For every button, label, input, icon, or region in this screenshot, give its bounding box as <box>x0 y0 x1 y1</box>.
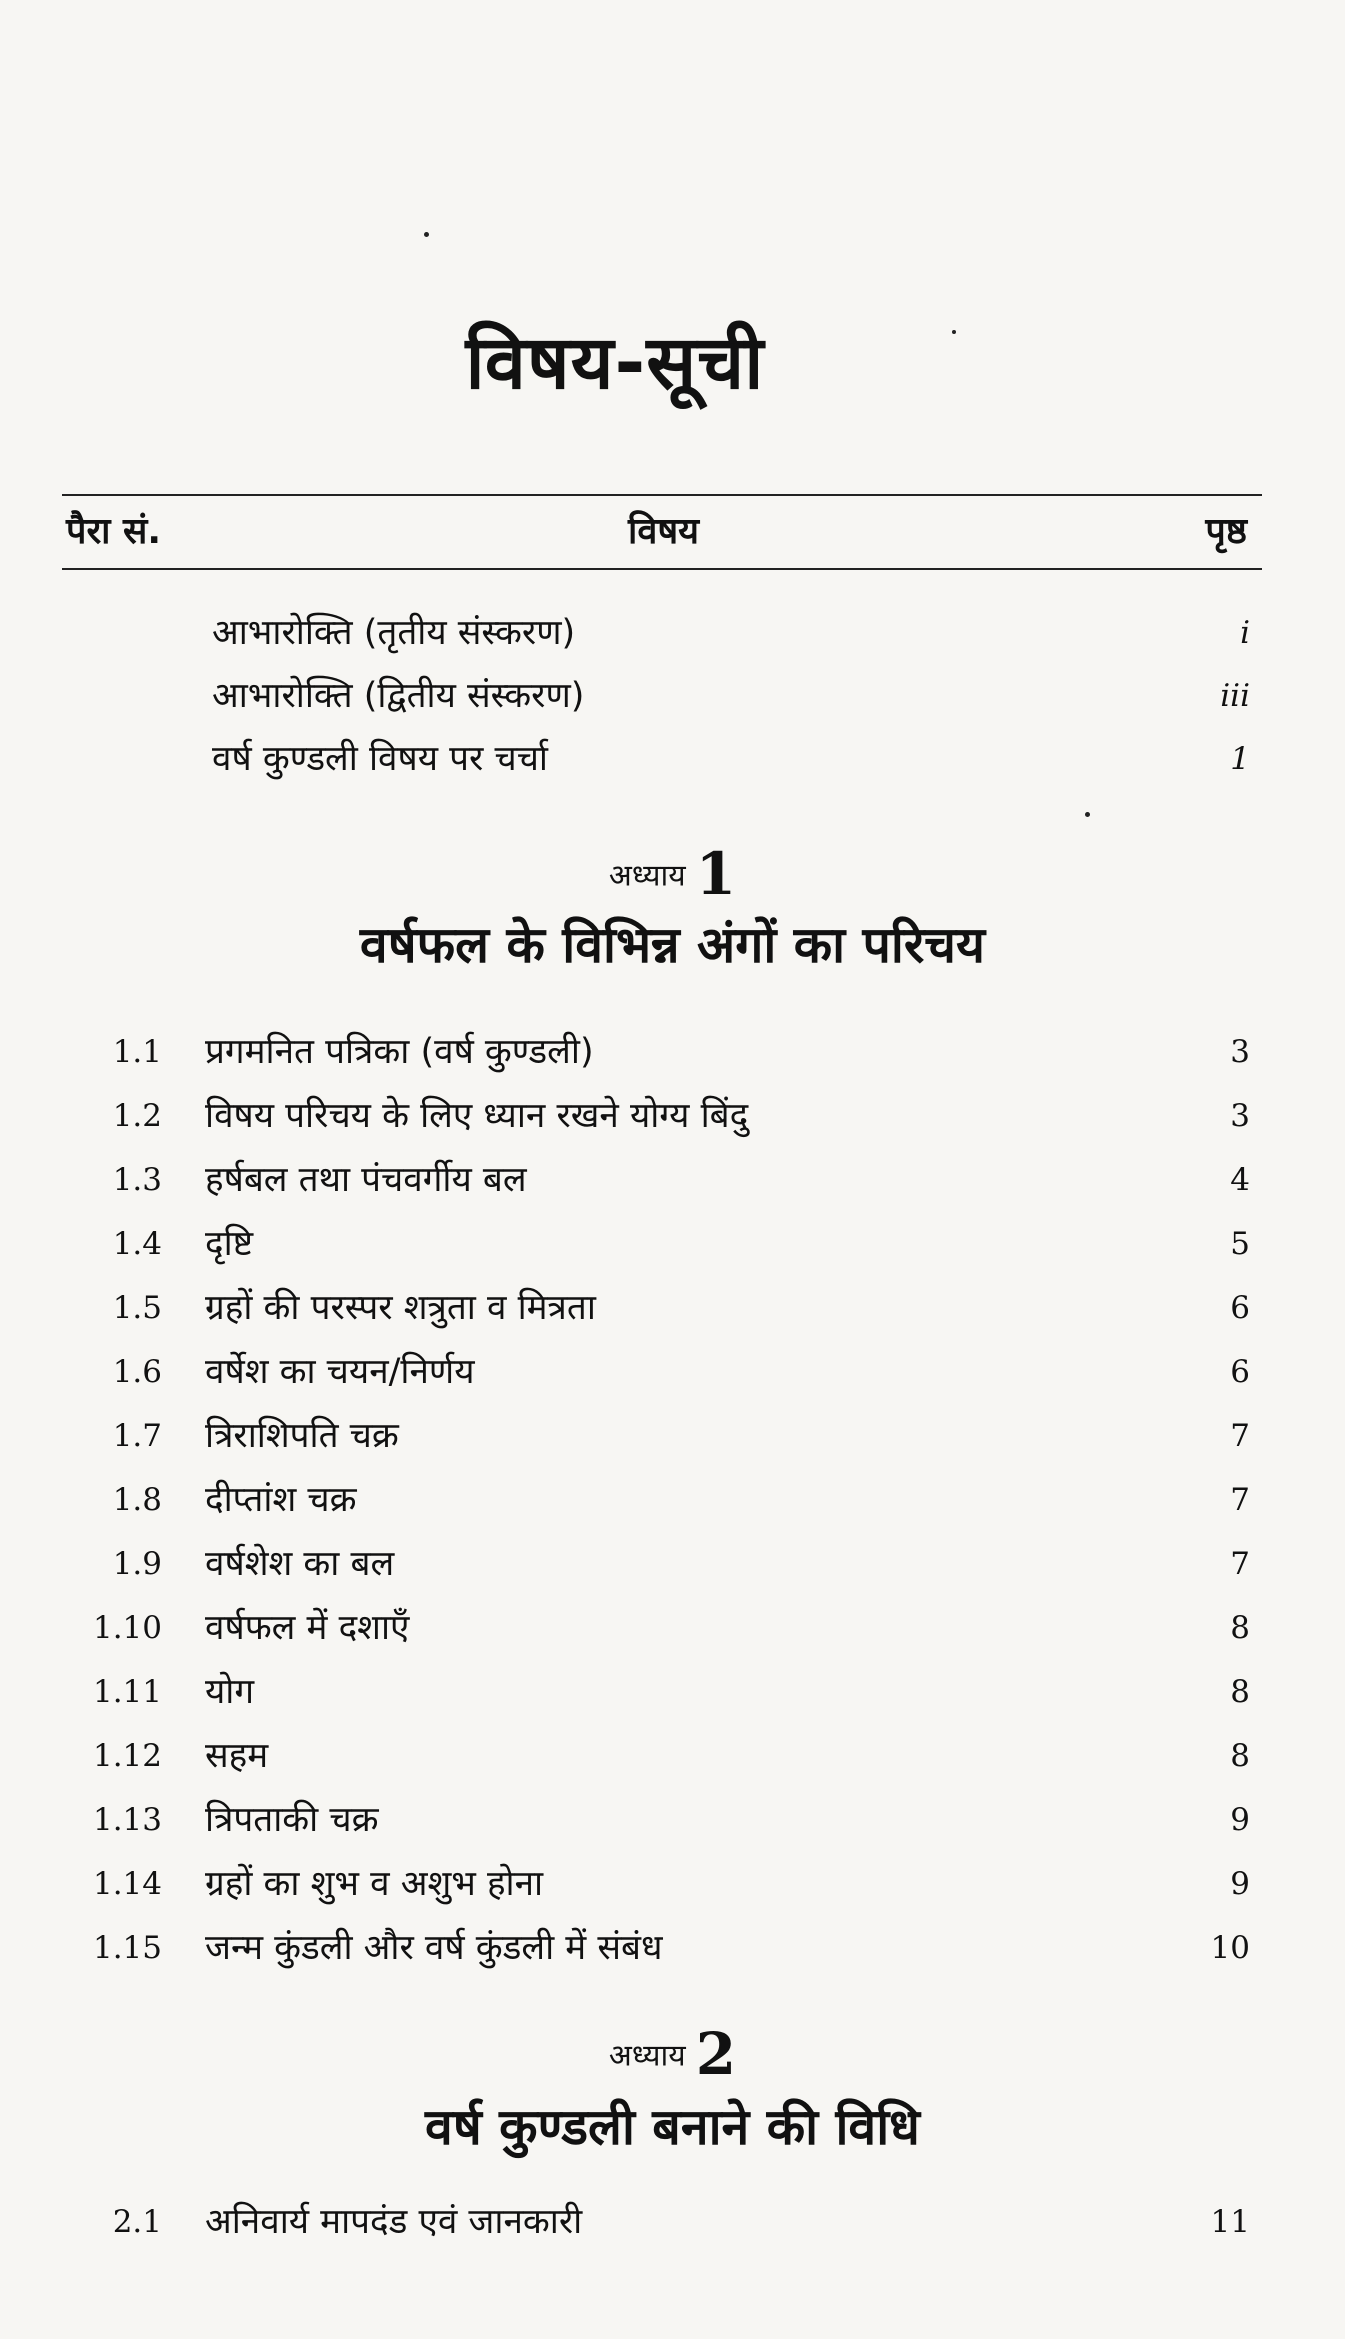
print-speck <box>424 232 429 237</box>
entry-title: वर्षफल में दशाएँ <box>205 1608 410 1648</box>
entry-number: 1.6 <box>112 1354 162 1390</box>
entry-number: 1.10 <box>92 1610 162 1646</box>
entry-page: 3 <box>1230 1098 1250 1134</box>
chapter-number: 2 <box>695 2020 737 2088</box>
chapter-number: 1 <box>695 840 737 908</box>
entry-number: 1.9 <box>112 1546 162 1582</box>
page-title: विषय-सूची <box>465 320 765 406</box>
toc-entry[interactable] <box>0 1792 1345 1848</box>
entry-number: 1.4 <box>112 1226 162 1262</box>
column-header-page: पृष्ठ <box>1205 511 1247 552</box>
entry-title: दृष्टि <box>205 1224 254 1264</box>
entry-page: 11 <box>1210 2204 1250 2240</box>
entry-number: 1.8 <box>112 1482 162 1518</box>
entry-page: 9 <box>1230 1866 1250 1902</box>
entry-title: आभारोक्ति (द्वितीय संस्करण) <box>212 676 585 716</box>
entry-number: 1.3 <box>112 1162 162 1198</box>
entry-title: योग <box>205 1672 255 1712</box>
toc-entry[interactable] <box>0 1664 1345 1720</box>
entry-title: त्रिपताकी चक्र <box>205 1800 379 1840</box>
entry-page: 3 <box>1230 1034 1250 1070</box>
column-header-para: पैरा सं. <box>66 511 162 552</box>
column-header-subject: विषय <box>628 511 700 552</box>
entry-title: त्रिराशिपति चक्र <box>205 1416 399 1456</box>
entry-title: ग्रहों की परस्पर शत्रुता व मित्रता <box>205 1288 596 1328</box>
entry-title: प्रगमनित पत्रिका (वर्ष कुण्डली) <box>205 1032 594 1072</box>
toc-entry[interactable] <box>0 1152 1345 1208</box>
entry-title: सहम <box>205 1736 269 1776</box>
header-bottom-rule <box>62 568 1262 570</box>
toc-entry[interactable] <box>0 1088 1345 1144</box>
entry-title: अनिवार्य मापदंड एवं जानकारी <box>205 2202 583 2242</box>
chapter-label <box>0 2020 1345 2090</box>
entry-page: 7 <box>1230 1418 1250 1454</box>
toc-entry[interactable] <box>0 605 1345 661</box>
print-speck <box>1085 812 1090 817</box>
toc-entry[interactable] <box>0 1472 1345 1528</box>
entry-page: 8 <box>1230 1738 1250 1774</box>
header-top-rule <box>62 494 1262 496</box>
toc-entry[interactable] <box>0 731 1345 787</box>
entry-page: 10 <box>1210 1930 1250 1966</box>
entry-title: आभारोक्ति (तृतीय संस्करण) <box>212 613 576 653</box>
toc-entry[interactable] <box>0 1344 1345 1400</box>
entry-number: 1.14 <box>92 1866 162 1902</box>
chapter-word: अध्याय <box>608 2038 686 2074</box>
entry-title: वर्षेश का चयन/निर्णय <box>205 1352 475 1392</box>
entry-number: 1.1 <box>112 1034 162 1070</box>
entry-number: 2.1 <box>112 2204 162 2240</box>
entry-number: 1.7 <box>112 1418 162 1454</box>
chapter-title: वर्षफल के विभिन्न अंगों का परिचय <box>359 916 986 974</box>
chapter-label <box>0 840 1345 910</box>
entry-number: 1.2 <box>112 1098 162 1134</box>
toc-entry[interactable] <box>0 1920 1345 1976</box>
entry-title: वर्षशेश का बल <box>205 1544 395 1584</box>
chapter-word: अध्याय <box>608 858 686 894</box>
entry-page: 7 <box>1230 1546 1250 1582</box>
entry-page: 1 <box>1230 741 1250 777</box>
entry-page: i <box>1240 615 1250 651</box>
entry-page: 5 <box>1230 1226 1250 1262</box>
entry-page: 4 <box>1230 1162 1250 1198</box>
entry-number: 1.5 <box>112 1290 162 1326</box>
toc-entry[interactable] <box>0 1024 1345 1080</box>
entry-page: 8 <box>1230 1674 1250 1710</box>
entry-title: विषय परिचय के लिए ध्यान रखने योग्य बिंदु <box>205 1096 749 1136</box>
entry-title: दीप्तांश चक्र <box>205 1480 357 1520</box>
entry-number: 1.12 <box>92 1738 162 1774</box>
entry-title: ग्रहों का शुभ व अशुभ होना <box>205 1864 544 1904</box>
toc-entry[interactable] <box>0 2194 1345 2250</box>
toc-entry[interactable] <box>0 1280 1345 1336</box>
entry-page: 6 <box>1230 1290 1250 1326</box>
entry-page: iii <box>1220 678 1250 714</box>
toc-entry[interactable] <box>0 1216 1345 1272</box>
entry-page: 6 <box>1230 1354 1250 1390</box>
toc-entry[interactable] <box>0 1536 1345 1592</box>
entry-number: 1.11 <box>92 1674 162 1710</box>
entry-number: 1.13 <box>92 1802 162 1838</box>
entry-number: 1.15 <box>92 1930 162 1966</box>
entry-page: 7 <box>1230 1482 1250 1518</box>
entry-page: 8 <box>1230 1610 1250 1646</box>
toc-entry[interactable] <box>0 1728 1345 1784</box>
entry-title: वर्ष कुण्डली विषय पर चर्चा <box>212 739 548 779</box>
toc-entry[interactable] <box>0 1408 1345 1464</box>
entry-title: हर्षबल तथा पंचवर्गीय बल <box>205 1160 527 1200</box>
entry-page: 9 <box>1230 1802 1250 1838</box>
entry-title: जन्म कुंडली और वर्ष कुंडली में संबंध <box>205 1928 663 1968</box>
toc-entry[interactable] <box>0 1600 1345 1656</box>
toc-entry[interactable] <box>0 1856 1345 1912</box>
toc-entry[interactable] <box>0 668 1345 724</box>
chapter-title: वर्ष कुण्डली बनाने की विधि <box>425 2098 920 2156</box>
